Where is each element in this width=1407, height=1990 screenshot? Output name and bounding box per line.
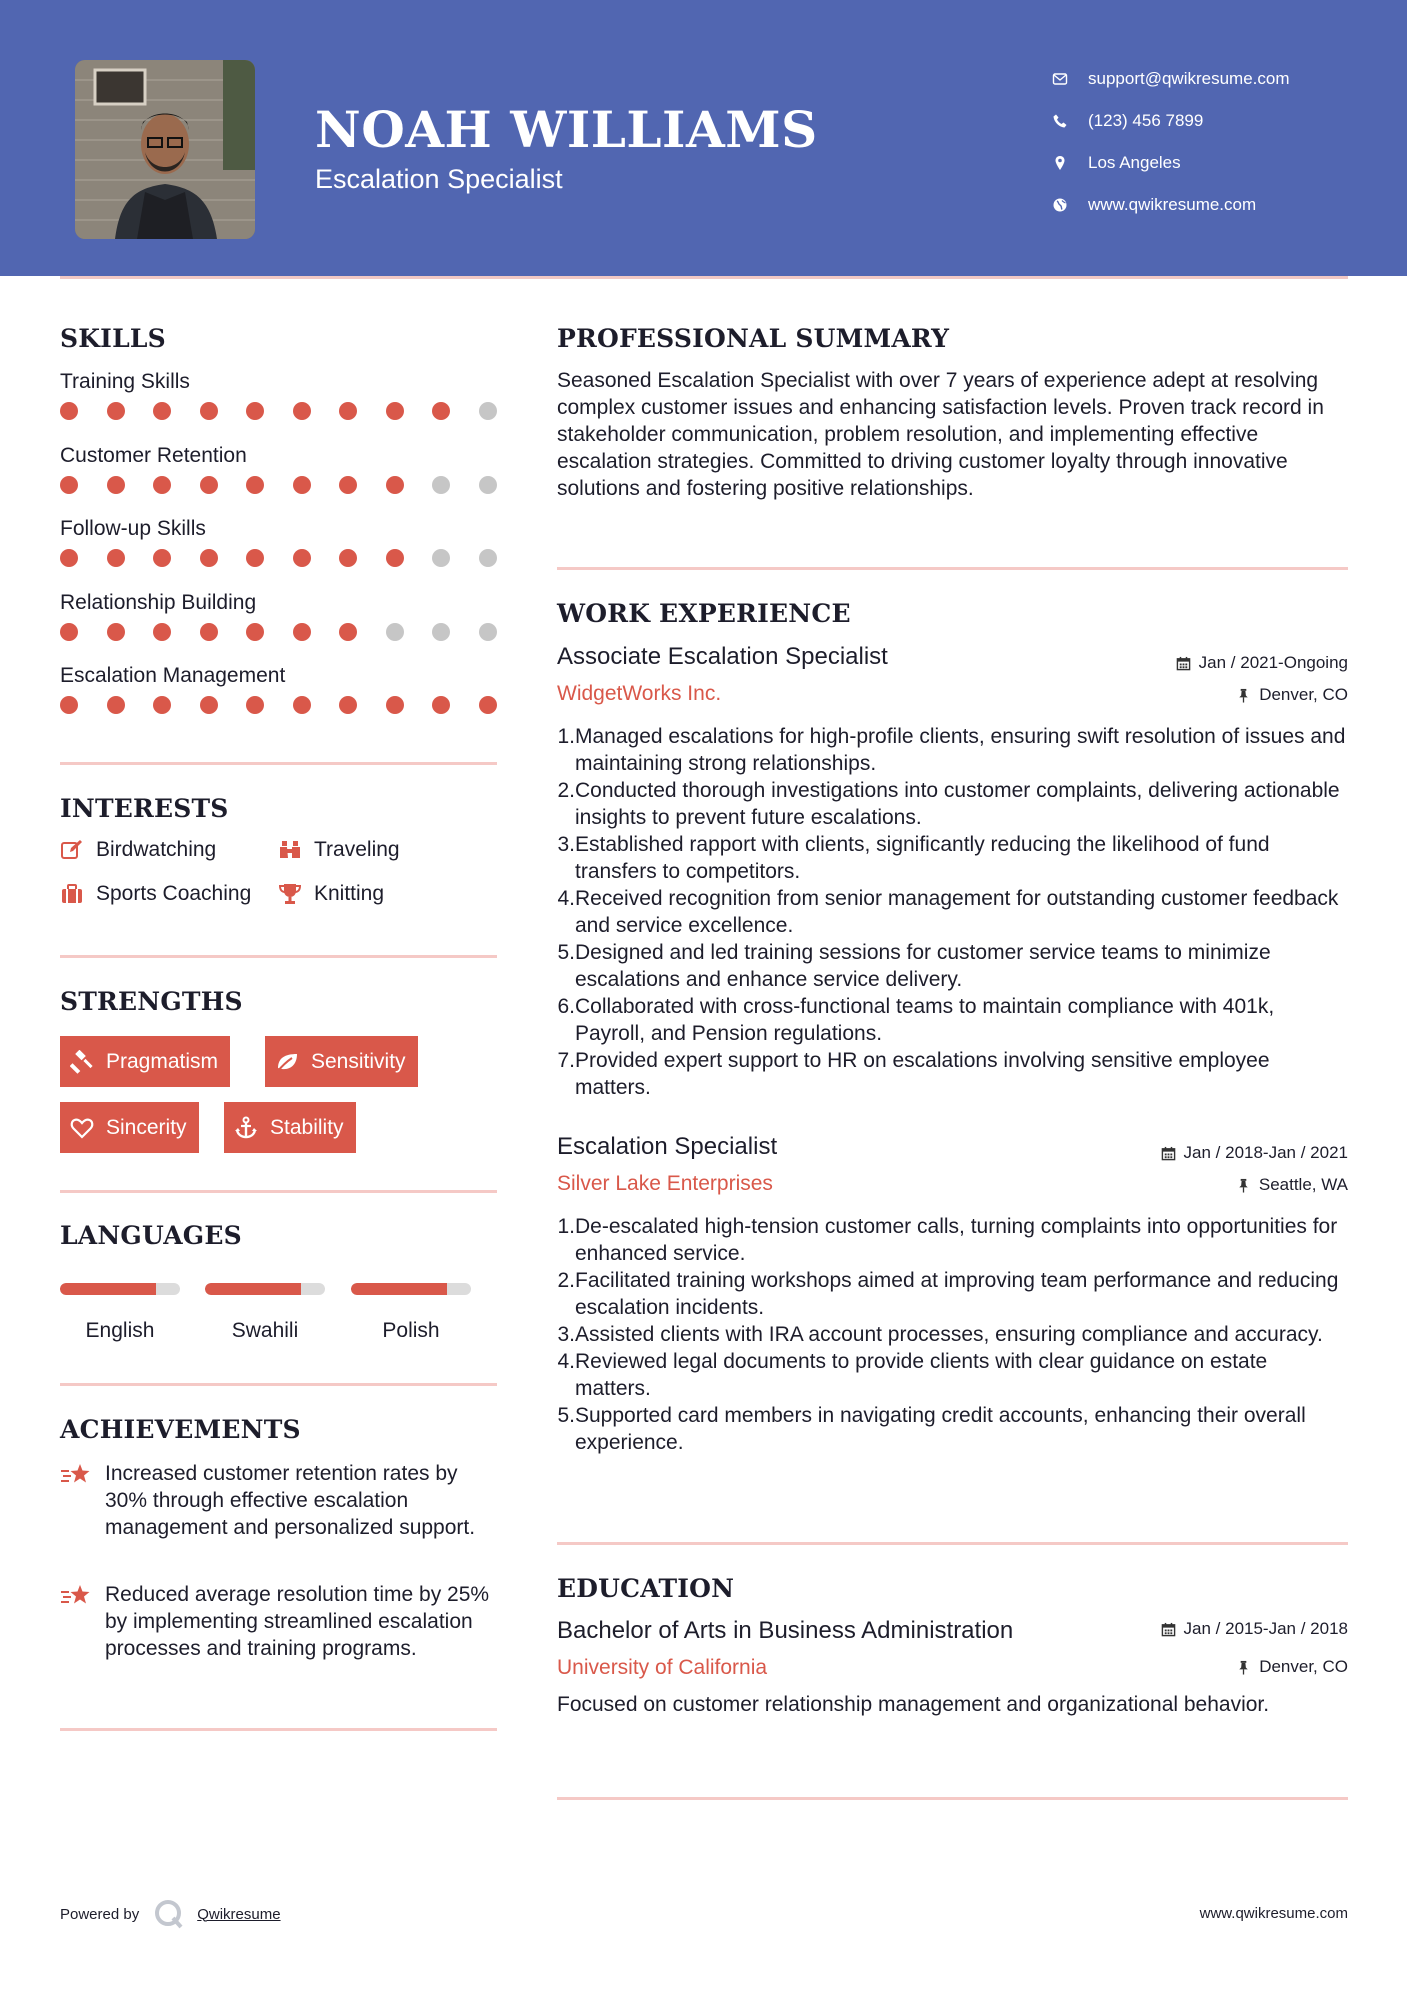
pushpin-icon	[1236, 688, 1251, 703]
globe-icon	[1050, 197, 1088, 213]
rating-dot-empty	[386, 623, 404, 641]
bullet-text: Conducted thorough investigations into customer complaints, delivering actionable insights to prevent future escalations.	[575, 779, 1340, 829]
skill-name: Escalation Management	[60, 664, 286, 687]
education-dates	[1161, 1619, 1348, 1639]
bullet-number: 2.	[557, 779, 575, 802]
language-level-bar	[205, 1283, 325, 1295]
heart-icon	[70, 1116, 94, 1140]
pushpin-icon	[1236, 1660, 1251, 1675]
rating-dot-filled	[479, 696, 497, 714]
gavel-icon	[70, 1050, 94, 1074]
language-name: English	[85, 1319, 155, 1342]
job-bullet	[557, 1321, 1347, 1348]
skill-item	[60, 513, 497, 587]
bullet-text: Supported card members in navigating credit accounts, enhancing their overall experience.	[575, 1404, 1306, 1454]
resume-header	[0, 0, 1407, 276]
job-bullet	[557, 777, 1347, 831]
calendar-icon	[1161, 1146, 1176, 1161]
skill-rating	[60, 549, 497, 567]
bullet-text: Assisted clients with IRA account processes, ensuring compliance and accuracy.	[575, 1323, 1323, 1346]
rating-dot-filled	[153, 402, 171, 420]
rating-dot-filled	[293, 549, 311, 567]
language-level-fill	[205, 1283, 301, 1295]
rating-dot-filled	[293, 623, 311, 641]
strength-tag	[60, 1036, 230, 1087]
strength-label: Pragmatism	[106, 1049, 219, 1073]
languages-heading: LANGUAGES	[60, 1221, 242, 1250]
rating-dot-filled	[60, 476, 78, 494]
rating-dot-filled	[246, 476, 264, 494]
education-description: Focused on customer relationship management and organizational behavior.	[557, 1693, 1270, 1716]
rating-dot-filled	[153, 696, 171, 714]
strength-label: Sensitivity	[311, 1049, 406, 1073]
calendar-icon	[1176, 656, 1191, 671]
rating-dot-filled	[200, 549, 218, 567]
rating-dot-filled	[339, 549, 357, 567]
job-bullet	[557, 1047, 1347, 1101]
skill-item	[60, 660, 497, 734]
bullet-text: Established rapport with clients, significantly reducing the likelihood of fund transfers to competitors.	[575, 833, 1270, 883]
rating-dot-filled	[246, 402, 264, 420]
rating-dot-empty	[479, 402, 497, 420]
contact-location-text: Los Angeles	[1088, 153, 1181, 172]
section-divider	[557, 1797, 1348, 1800]
bullet-text: Managed escalations for high-profile clients, ensuring swift resolution of issues and maintaining strong relationships.	[575, 725, 1346, 775]
interest-item	[60, 838, 216, 862]
interest-item	[278, 838, 400, 862]
contact-email-text: support@qwikresume.com	[1088, 69, 1290, 88]
rating-dot-empty	[479, 623, 497, 641]
skill-item	[60, 587, 497, 661]
rating-dot-filled	[200, 696, 218, 714]
education-dates-text: Jan / 2015-Jan / 2018	[1183, 1619, 1348, 1638]
profile-photo-image	[75, 60, 255, 239]
bullet-text: Collaborated with cross-functional teams to maintain compliance with 401k, Payroll, and Pension regulations.	[575, 995, 1275, 1045]
job-bullet	[557, 1402, 1347, 1456]
bullet-text: Provided expert support to HR on escalations involving sensitive employee matters.	[575, 1049, 1270, 1099]
bullet-text: Reviewed legal documents to provide clients with clear guidance on estate matters.	[575, 1350, 1268, 1400]
rating-dot-filled	[293, 696, 311, 714]
rating-dot-filled	[246, 696, 264, 714]
interest-label: Traveling	[314, 838, 400, 861]
bullet-number: 4.	[557, 887, 575, 910]
job-bullet	[557, 939, 1347, 993]
shooting-star-icon	[60, 1462, 92, 1490]
rating-dot-filled	[293, 402, 311, 420]
strength-tag	[60, 1102, 199, 1153]
job-location	[1236, 1175, 1348, 1195]
qwikresume-logo-icon	[153, 1898, 185, 1930]
language-name: Polish	[382, 1319, 440, 1342]
skill-rating	[60, 476, 497, 494]
job-dates-text: Jan / 2018-Jan / 2021	[1183, 1143, 1348, 1162]
section-divider	[60, 1190, 497, 1193]
powered-by-text: Powered by	[60, 1905, 140, 1923]
anchor-icon	[234, 1116, 258, 1140]
job-dates	[1176, 653, 1348, 673]
bullet-text: Facilitated training workshops aimed at improving team performance and reducing escalation incidents.	[575, 1269, 1339, 1319]
contact-phone-text: (123) 456 7899	[1088, 111, 1204, 130]
contact-email[interactable]	[1050, 58, 1380, 100]
strength-label: Sincerity	[106, 1115, 187, 1139]
rating-dot-filled	[339, 402, 357, 420]
job-location	[1236, 685, 1348, 705]
skill-rating	[60, 402, 497, 420]
rating-dot-filled	[246, 623, 264, 641]
interest-label: Birdwatching	[96, 838, 217, 861]
job-bullet	[557, 1213, 1347, 1267]
rating-dot-empty	[479, 549, 497, 567]
rating-dot-filled	[339, 476, 357, 494]
pushpin-icon	[1236, 1178, 1251, 1193]
strengths-heading: STRENGTHS	[60, 987, 243, 1016]
interests-heading: INTERESTS	[60, 794, 229, 823]
company-name: WidgetWorks Inc.	[557, 682, 722, 705]
section-divider	[557, 1542, 1348, 1545]
job-bullet	[557, 1348, 1347, 1402]
bullet-number: 3.	[557, 833, 575, 856]
bullet-text: Received recognition from senior management for outstanding customer feedback and service excellence.	[575, 887, 1339, 937]
strength-tag	[265, 1036, 418, 1087]
rating-dot-empty	[432, 476, 450, 494]
binoculars-icon	[278, 838, 302, 862]
bullet-text: Designed and led training sessions for customer service teams to minimize escalations and enhance service delivery.	[575, 941, 1271, 991]
bullet-number: 5.	[557, 941, 575, 964]
rating-dot-filled	[432, 402, 450, 420]
skill-name: Training Skills	[60, 370, 190, 393]
trophy-icon	[278, 882, 302, 906]
skills-heading: SKILLS	[60, 324, 166, 353]
section-divider	[60, 955, 497, 958]
job-bullet	[557, 831, 1347, 885]
header-divider	[60, 276, 1348, 279]
job-bullet	[557, 1267, 1347, 1321]
language-level-fill	[351, 1283, 447, 1295]
language-name: Swahili	[231, 1319, 299, 1342]
rating-dot-filled	[386, 476, 404, 494]
rating-dot-filled	[200, 476, 218, 494]
rating-dot-filled	[60, 623, 78, 641]
job-bullets	[557, 1213, 1347, 1456]
bullet-number: 3.	[557, 1323, 575, 1346]
bullet-number: 2.	[557, 1269, 575, 1292]
job-bullets	[557, 723, 1347, 1101]
contact-location	[1050, 142, 1380, 184]
rating-dot-filled	[293, 476, 311, 494]
education-location-text: Denver, CO	[1259, 1657, 1348, 1676]
experience-heading: WORK EXPERIENCE	[557, 599, 851, 628]
section-divider	[60, 1728, 497, 1731]
rating-dot-filled	[107, 402, 125, 420]
rating-dot-filled	[432, 696, 450, 714]
skill-name: Relationship Building	[60, 590, 257, 614]
rating-dot-filled	[153, 623, 171, 641]
strength-label: Stability	[270, 1115, 344, 1139]
skill-name: Customer Retention	[60, 443, 247, 467]
summary-heading: PROFESSIONAL SUMMARY	[557, 324, 950, 353]
job-location-text: Denver, CO	[1259, 685, 1348, 704]
contact-list	[1050, 58, 1380, 226]
job-bullet	[557, 993, 1347, 1047]
pencil-square-icon	[60, 838, 84, 862]
degree-title: Bachelor of Arts in Business Administration	[557, 1617, 1014, 1644]
job-dates	[1161, 1143, 1348, 1163]
rating-dot-filled	[153, 549, 171, 567]
qwikresume-link[interactable]: Qwikresume	[197, 1905, 281, 1923]
language-level-bar	[60, 1283, 180, 1295]
interest-label: Sports Coaching	[96, 882, 252, 905]
rating-dot-empty	[479, 476, 497, 494]
language-item	[351, 1283, 471, 1342]
skill-rating	[60, 623, 497, 641]
strength-tag	[224, 1102, 356, 1153]
section-divider	[557, 567, 1348, 570]
bullet-number: 4.	[557, 1350, 575, 1373]
rating-dot-filled	[386, 696, 404, 714]
rating-dot-filled	[107, 696, 125, 714]
job-bullet	[557, 885, 1347, 939]
bullet-number: 6.	[557, 995, 575, 1018]
profile-photo	[75, 60, 255, 239]
interest-item	[278, 882, 384, 906]
map-pin-icon	[1050, 155, 1088, 171]
contact-website-text: www.qwikresume.com	[1088, 195, 1257, 214]
summary-text: Seasoned Escalation Specialist with over 7 years of experience adept at resolving complex customer issues and enhancing satisfaction levels. Proven track record in stakeholder communication, problem resolution, and implementing effective escalation strategies. Committed to driving customer loyalty through innovative solutions and fostering positive relationships.	[557, 369, 1324, 500]
bullet-number: 5.	[557, 1404, 575, 1427]
education-location	[1236, 1657, 1348, 1677]
bullet-number: 1.	[557, 1215, 575, 1238]
rating-dot-empty	[432, 623, 450, 641]
phone-icon	[1050, 113, 1088, 129]
company-name: Silver Lake Enterprises	[557, 1172, 773, 1195]
calendar-icon	[1161, 1622, 1176, 1637]
job-dates-text: Jan / 2021-Ongoing	[1198, 653, 1348, 672]
bullet-number: 7.	[557, 1049, 575, 1072]
footer-website[interactable]: www.qwikresume.com	[1199, 1905, 1348, 1922]
shooting-star-icon	[60, 1583, 92, 1611]
skill-name: Follow-up Skills	[60, 517, 206, 540]
education-heading: EDUCATION	[557, 1574, 735, 1603]
interest-label: Knitting	[314, 882, 385, 905]
rating-dot-filled	[200, 623, 218, 641]
language-level-bar	[351, 1283, 471, 1295]
achievement-text: Increased customer retention rates by 30% through effective escalation management and personalized support.	[105, 1462, 476, 1539]
job-location-text: Seattle, WA	[1258, 1175, 1348, 1194]
skill-item	[60, 440, 497, 514]
contact-phone[interactable]	[1050, 100, 1380, 142]
candidate-title: Escalation Specialist	[315, 164, 563, 194]
rating-dot-filled	[107, 549, 125, 567]
candidate-name: NOAH WILLIAMS	[315, 100, 818, 159]
language-item	[60, 1283, 180, 1342]
skill-rating	[60, 696, 497, 714]
achievement-item	[60, 1581, 500, 1662]
envelope-icon	[1050, 71, 1088, 87]
rating-dot-filled	[200, 402, 218, 420]
rating-dot-filled	[339, 696, 357, 714]
rating-dot-filled	[386, 549, 404, 567]
rating-dot-empty	[432, 549, 450, 567]
rating-dot-filled	[386, 402, 404, 420]
rating-dot-filled	[153, 476, 171, 494]
interest-item	[60, 882, 251, 906]
rating-dot-filled	[107, 623, 125, 641]
job-title: Escalation Specialist	[557, 1133, 778, 1160]
bullet-number: 1.	[557, 725, 575, 748]
rating-dot-filled	[107, 476, 125, 494]
language-level-fill	[60, 1283, 156, 1295]
rating-dot-filled	[60, 549, 78, 567]
achievement-item	[60, 1460, 500, 1541]
rating-dot-filled	[246, 549, 264, 567]
rating-dot-filled	[339, 623, 357, 641]
leaf-icon	[275, 1050, 299, 1074]
contact-website[interactable]	[1050, 184, 1380, 226]
school-name: University of California	[557, 1656, 768, 1679]
bullet-text: De-escalated high-tension customer calls, turning complaints into opportunities for enhanced service.	[575, 1215, 1338, 1265]
rating-dot-filled	[60, 402, 78, 420]
section-divider	[60, 1383, 497, 1386]
rating-dot-filled	[60, 696, 78, 714]
achievements-heading: ACHIEVEMENTS	[60, 1415, 301, 1444]
job-bullet	[557, 723, 1347, 777]
language-item	[205, 1283, 325, 1342]
section-divider	[60, 762, 497, 765]
job-title: Associate Escalation Specialist	[557, 643, 888, 670]
achievement-text: Reduced average resolution time by 25% by implementing streamlined escalation processes and training programs.	[105, 1583, 490, 1660]
footer-powered-by	[60, 1898, 281, 1930]
briefcase-icon	[60, 882, 84, 906]
skill-item	[60, 366, 497, 440]
skills-list	[60, 366, 497, 734]
